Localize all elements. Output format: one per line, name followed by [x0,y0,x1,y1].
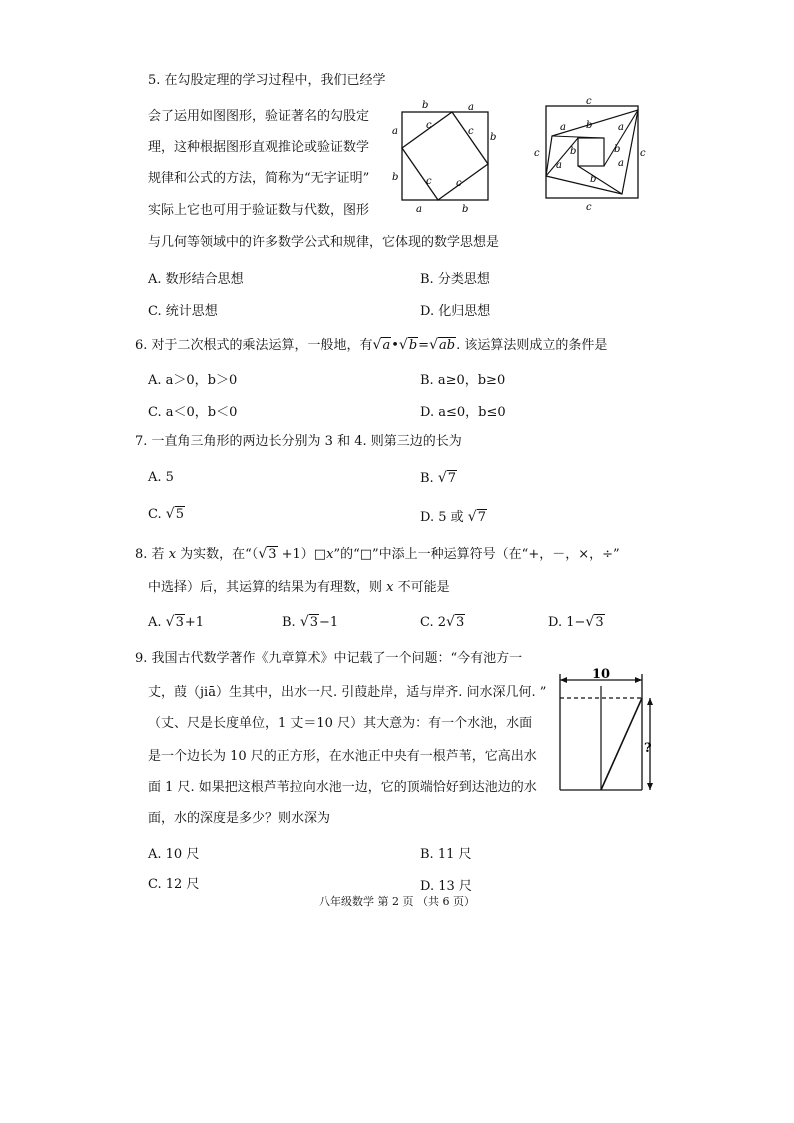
label-b: b [490,132,497,143]
q5-figure-left [386,98,498,218]
q7-option-b[interactable]: B. √7 [420,470,457,486]
q5-line-4: 实际上它也可用于验证数与代数，图形 [148,203,370,218]
q5-line-2: 理，这种根据图形直观推论或验证数学 [148,140,370,155]
q8-option-b[interactable]: B. √3−1 [282,614,339,630]
label-a: a [416,204,422,215]
label-b: b [586,120,593,131]
q9-line-1: 9. 我国古代数学著作《九章算术》中记载了一个问题：“今有池方一 [135,651,523,666]
label-b: b [392,172,399,183]
q5-stem: 5. 在勾股定理的学习过程中，我们已经学 [148,73,386,88]
label-c: c [586,96,592,107]
page-footer: 八年级数学 第 2 页 （共 6 页） [319,895,475,908]
label-b: b [570,146,577,157]
reed-pulled [601,698,642,790]
q9-line-3: （丈、尺是长度单位，1 丈＝10 尺）其大意为：有一个水池，水面 [148,716,533,731]
label-c: c [534,148,540,159]
label-a: a [468,102,474,113]
label-a: a [618,122,624,133]
q5-figure-right [530,96,650,212]
q7-option-c[interactable]: C. √5 [148,506,184,522]
label-c: c [468,126,474,137]
q9-line-5: 面 1 尺. 如果把这根芦苇拉向水池一边，它的顶端恰好到达池边的水 [148,780,537,795]
label-b: b [462,204,469,215]
depth-question: ? [644,741,652,756]
label-a: a [392,126,398,137]
label-a: a [560,122,566,133]
q6-option-d[interactable]: D. a≤0，b≤0 [420,405,506,420]
q5-option-c[interactable]: C. 统计思想 [148,304,218,319]
q9-line-2: 丈，葭（jiā）生其中，出水一尺. 引葭赴岸，适与岸齐. 问水深几何. ” [148,685,547,700]
outer-square [402,112,488,200]
q6-option-c[interactable]: C. a＜0，b＜0 [148,405,238,420]
q5-option-d[interactable]: D. 化归思想 [420,304,491,319]
q9-option-d[interactable]: D. 13 尺 [420,879,472,894]
q5-line-5: 与几何等领域中的许多数学公式和规律，它体现的数学思想是 [148,235,500,250]
q9-line-6: 面，水的深度是多少？则水深为 [148,811,331,826]
label-c: c [426,176,432,187]
label-c: c [426,120,432,131]
label-b: b [614,144,621,155]
q8-option-d[interactable]: D. 1−√3 [548,614,604,630]
q9-line-4: 是一个边长为 10 尺的正方形，在水池正中央有一根芦苇，它高出水 [148,749,537,764]
q8-stem: 8. 若 x 为实数，在“（√3 +1）□x”的“□”中添上一种运算符号（在“+，－，×，÷” [135,546,620,562]
label-b: b [590,174,597,185]
label-a: a [556,160,562,171]
q7-stem: 7. 一直角三角形的两边长分别为 3 和 4. 则第三边的长为 [135,434,462,449]
q9-option-b[interactable]: B. 11 尺 [420,847,472,862]
width-label: 10 [592,667,611,682]
q6-option-b[interactable]: B. a≥0，b≥0 [420,373,506,388]
center-square [578,138,604,166]
q7-option-a[interactable]: A. 5 [148,470,174,485]
q5-line-1: 会了运用如图图形，验证著名的勾股定 [148,109,370,124]
label-c: c [640,148,646,159]
q6-option-a[interactable]: A. a＞0，b＞0 [148,373,238,388]
q5-line-3: 规律和公式的方法，简称为“无字证明” [148,171,370,186]
q9-figure [552,666,662,796]
q8-line-2: 中选择）后，其运算的结果为有理数，则 x 不可能是 [148,580,450,595]
label-c: c [456,178,462,189]
q7-option-d[interactable]: D. 5 或 √7 [420,509,486,525]
q8-option-c[interactable]: C. 2√3 [420,614,465,630]
q5-option-a[interactable]: A. 数形结合思想 [148,272,244,287]
q5-option-b[interactable]: B. 分类思想 [420,272,490,287]
inner-square [402,112,488,200]
label-c: c [586,202,592,212]
q9-option-a[interactable]: A. 10 尺 [148,847,200,862]
label-a: a [618,158,624,169]
label-b: b [422,100,429,111]
q6-stem: 6. 对于二次根式的乘法运算，一般地，有√a•√b=√ab. 该运算法则成立的条件是 [135,337,608,353]
q8-option-a[interactable]: A. √3+1 [148,614,205,630]
q9-option-c[interactable]: C. 12 尺 [148,877,200,892]
